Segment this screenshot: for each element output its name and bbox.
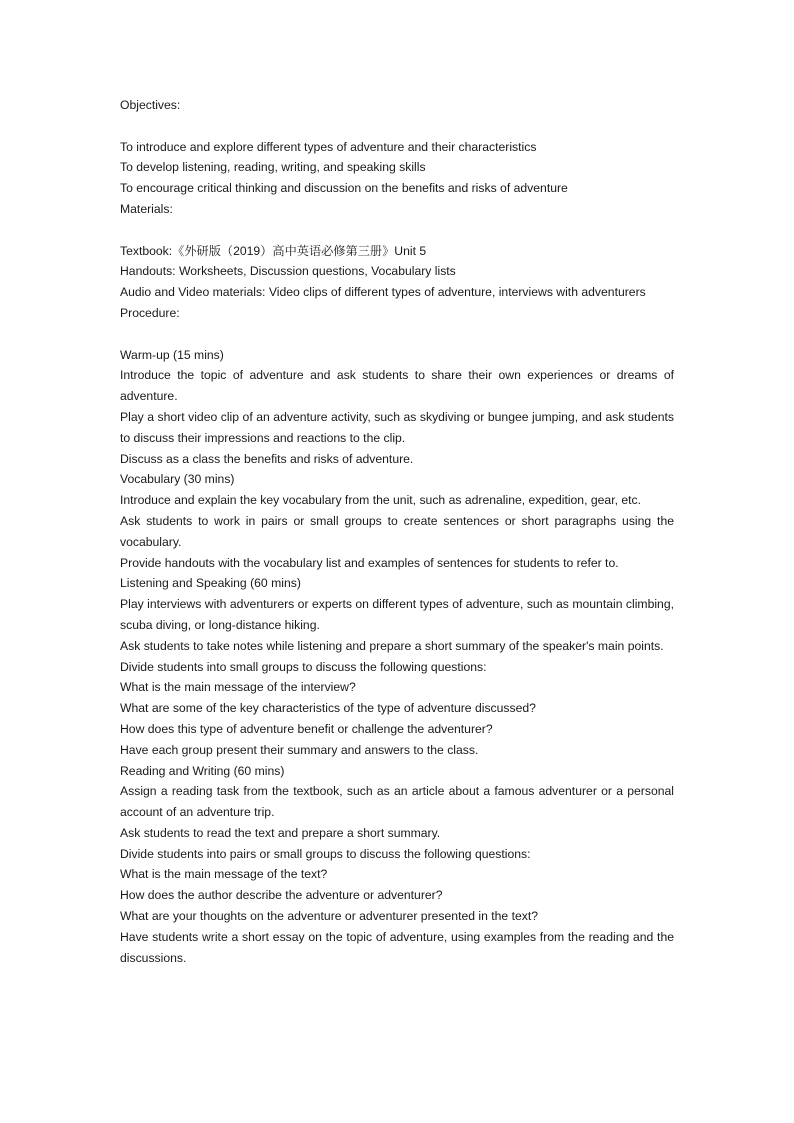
objective-item: To develop listening, reading, writing, and speaking skills: [120, 160, 426, 175]
materials-heading: Materials:: [120, 201, 173, 216]
vocabulary-item: Provide handouts with the vocabulary list and examples of sentences for students to refer to.: [120, 555, 619, 570]
reading-item: Divide students into pairs or small groups to discuss the following questions:: [120, 846, 531, 861]
reading-question: How does the author describe the adventure or adventurer?: [120, 888, 443, 903]
objectives-heading: Objectives:: [120, 98, 181, 112]
vocabulary-item: Ask students to work in pairs or small groups to create sentences or short paragraphs using the vocabulary.: [120, 513, 674, 549]
materials-audio-video: Audio and Video materials: Video clips of different types of adventure, interviews with adventurers: [120, 285, 646, 300]
vocabulary-item: Introduce and explain the key vocabulary from the unit, such as adrenaline, expedition, gear, etc.: [120, 493, 641, 508]
listening-question: How does this type of adventure benefit or challenge the adventurer?: [120, 721, 493, 736]
objective-item: To introduce and explore different types of adventure and their characteristics: [120, 139, 537, 154]
reading-item: Ask students to read the text and prepare a short summary.: [120, 825, 441, 840]
warmup-item: Discuss as a class the benefits and risks of adventure.: [120, 451, 414, 466]
listening-item: Play interviews with adventurers or experts on different types of adventure, such as mountain climbing, scuba diving, or long-distance hiking.: [120, 597, 674, 632]
spacer: [120, 220, 674, 241]
listening-item: Divide students into small groups to discuss the following questions:: [120, 659, 487, 674]
materials-handouts: Handouts: Worksheets, Discussion questions, Vocabulary lists: [120, 264, 456, 279]
spacer: [120, 116, 674, 137]
listening-question: What is the main message of the interview?: [120, 680, 356, 695]
reading-question: What are your thoughts on the adventure or adventurer presented in the text?: [120, 909, 539, 924]
warmup-item: Introduce the topic of adventure and ask students to share their own experiences or dreams of adventure.: [120, 368, 674, 404]
warmup-item: Play a short video clip of an adventure activity, such as skydiving or bungee jumping, and ask students to discuss their impressions and reactions to the clip.: [120, 409, 674, 445]
listening-item: Have each group present their summary and answers to the class.: [120, 742, 479, 757]
reading-item: Have students write a short essay on the topic of adventure, using examples from the reading and the discussions.: [120, 929, 674, 965]
spacer: [120, 324, 674, 345]
materials-textbook: Textbook:《外研版（2019）高中英语必修第三册》Unit 5: [120, 243, 427, 258]
lesson-plan-body: [120, 95, 674, 968]
warmup-title: Warm-up (15 mins): [120, 347, 224, 362]
reading-question: What is the main message of the text?: [120, 867, 328, 882]
vocabulary-title: Vocabulary (30 mins): [120, 472, 235, 487]
reading-item: Assign a reading task from the textbook, such as an article about a famous adventurer or a personal account of an adventure trip.: [120, 784, 674, 820]
reading-title: Reading and Writing (60 mins): [120, 763, 285, 778]
listening-item: Ask students to take notes while listening and prepare a short summary of the speaker's main points.: [120, 638, 664, 653]
procedure-heading: Procedure:: [120, 305, 180, 320]
listening-title: Listening and Speaking (60 mins): [120, 576, 301, 591]
objective-item: To encourage critical thinking and discussion on the benefits and risks of adventure: [120, 181, 568, 196]
listening-question: What are some of the key characteristics of the type of adventure discussed?: [120, 701, 536, 716]
